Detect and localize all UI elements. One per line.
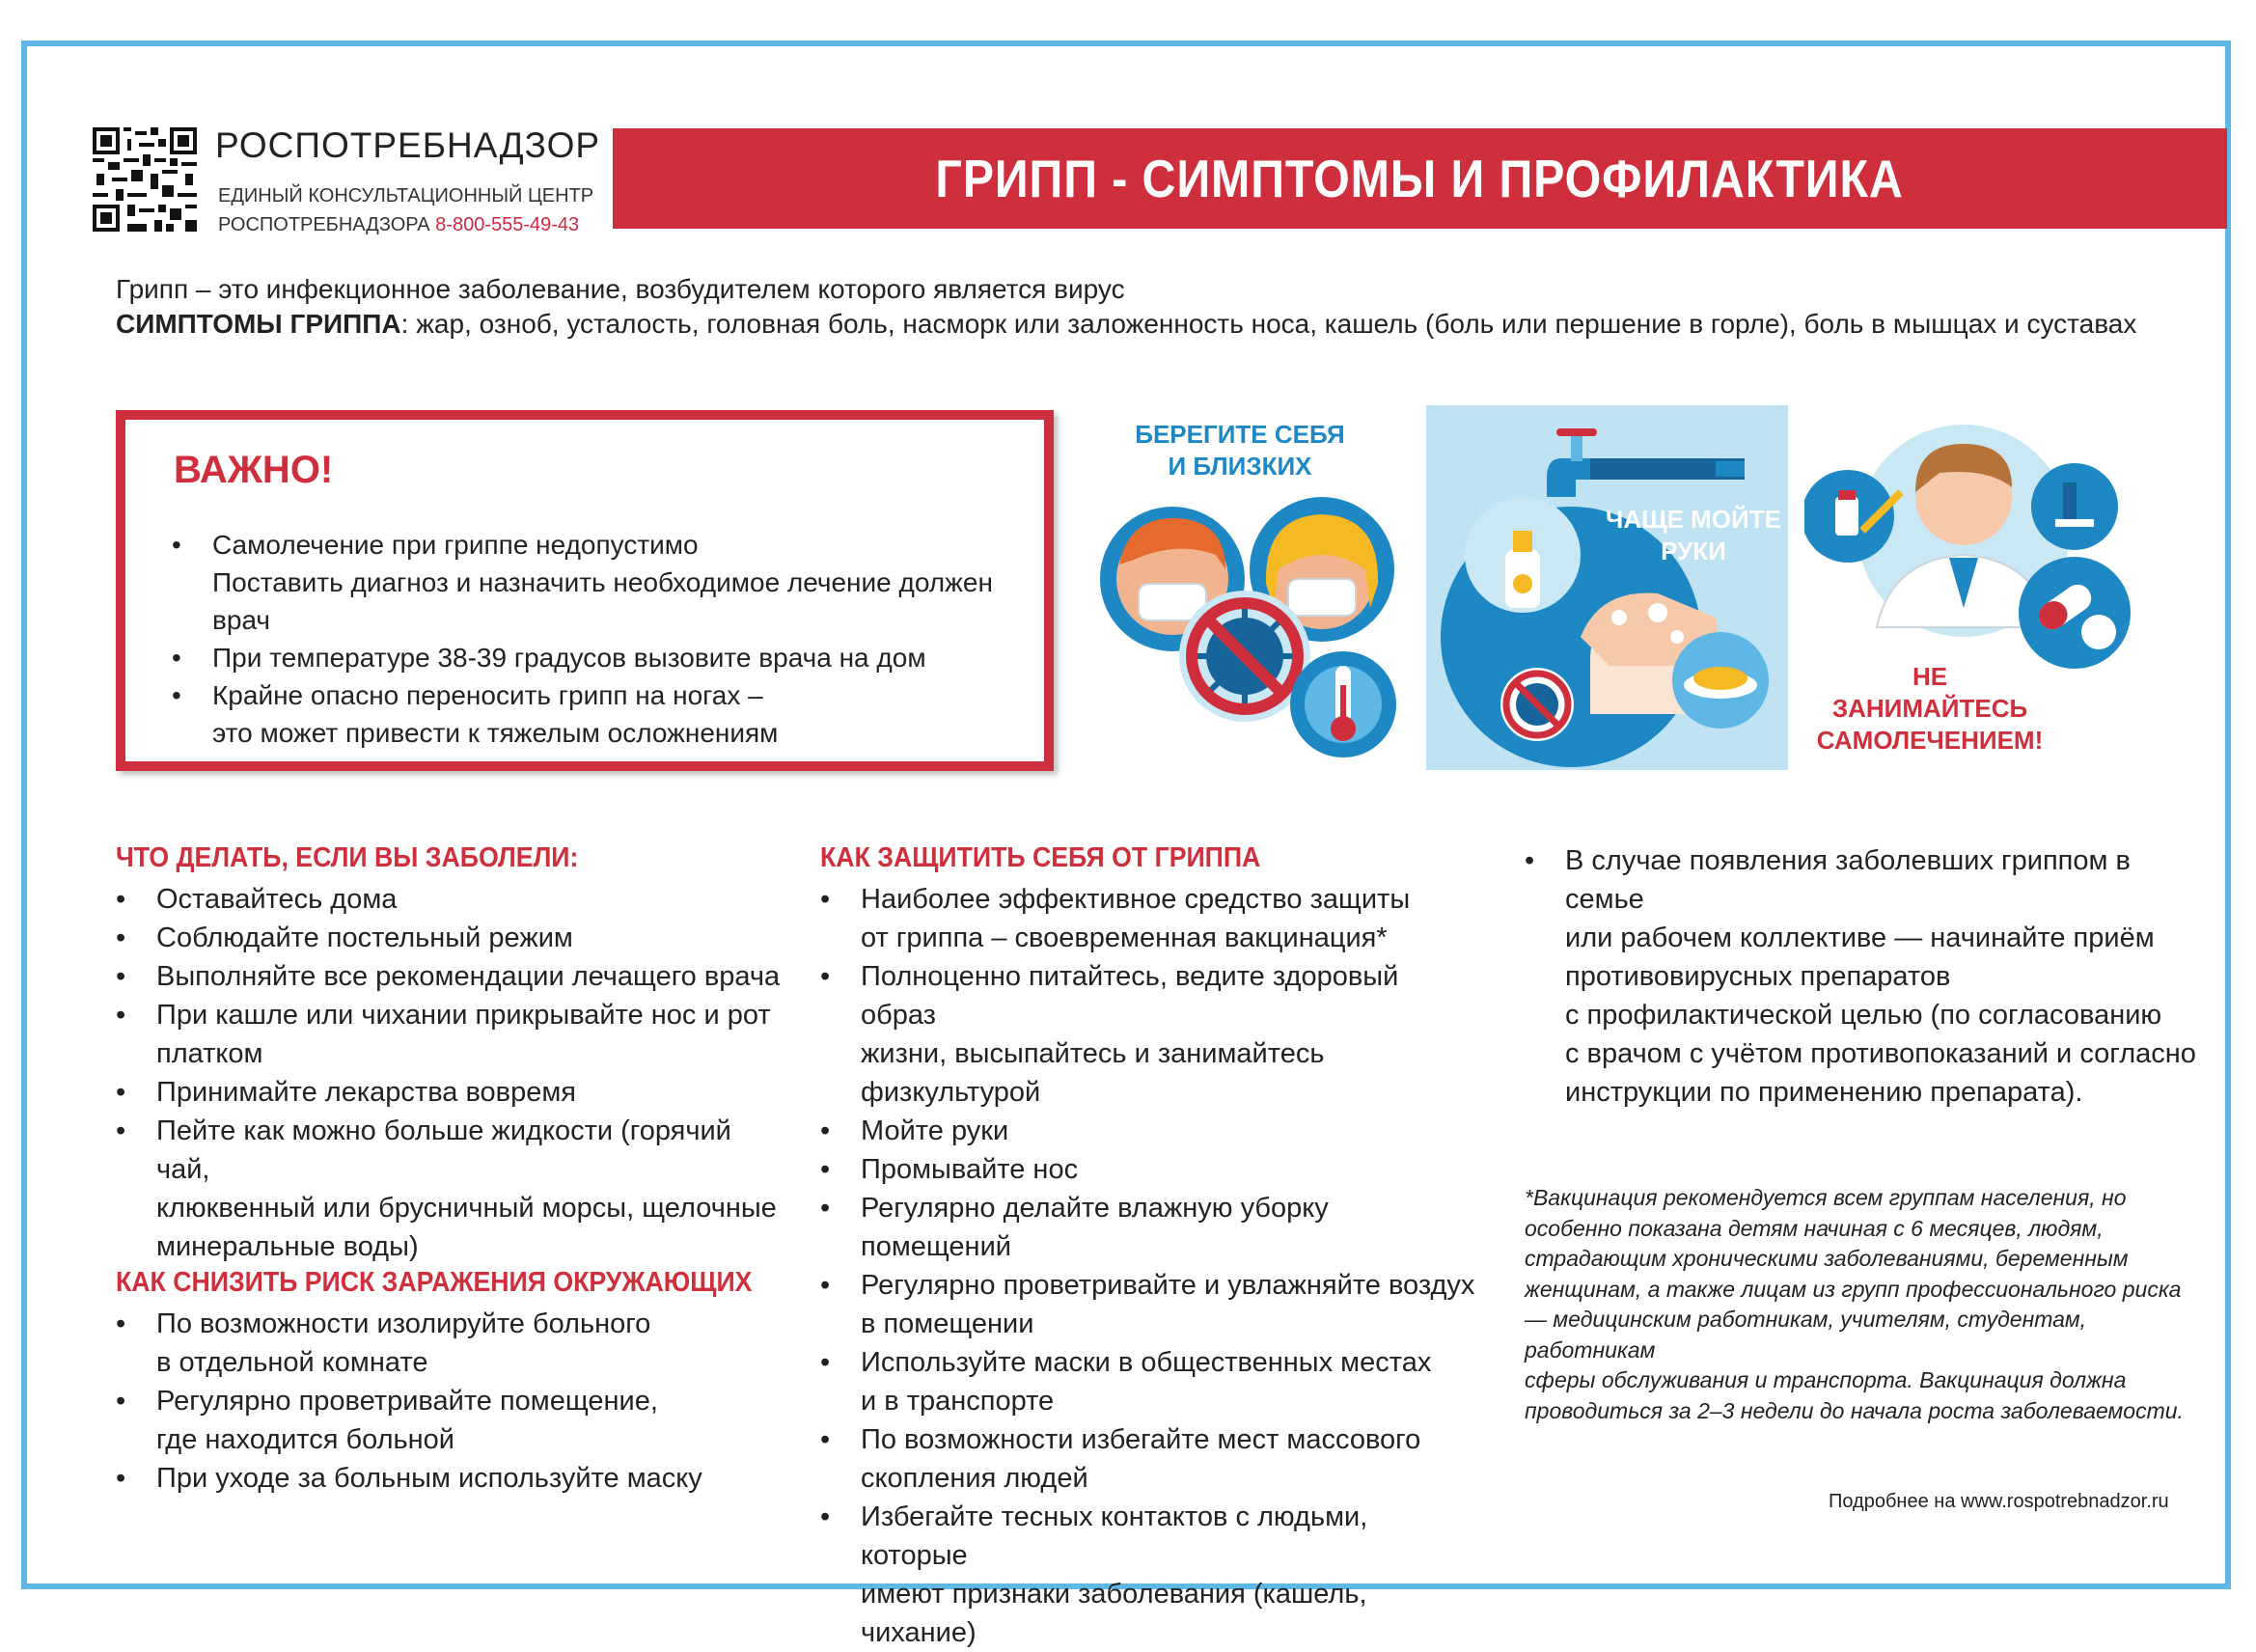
list-item bbox=[820, 880, 1476, 957]
line: • При температуре 38-39 градусов вызовите врача на дом bbox=[212, 643, 926, 673]
family-masks-illustration bbox=[1090, 487, 1404, 767]
list-item bbox=[172, 676, 1044, 752]
list-item bbox=[820, 1150, 1476, 1189]
line: физкультурой bbox=[861, 1077, 1041, 1108]
qr-code bbox=[93, 127, 197, 232]
line: или рабочем коллективе — начинайте приём bbox=[1565, 922, 2155, 953]
line: • Избегайте тесных контактов с людьми, которые bbox=[861, 1501, 1368, 1571]
line: • Полноценно питайтесь, ведите здоровый образ bbox=[861, 961, 1399, 1031]
org-subtitle-line2 bbox=[218, 214, 579, 236]
page-title: ГРИПП - СИМПТОМЫ И ПРОФИЛАКТИКА bbox=[935, 149, 1905, 208]
list-item bbox=[116, 1382, 782, 1459]
list-item bbox=[1525, 841, 2200, 1112]
self-treatment-label bbox=[1814, 661, 2046, 757]
line: • По возможности изолируйте больного bbox=[156, 1308, 651, 1339]
line: • Регулярно делайте влажную уборку помещений bbox=[861, 1193, 1329, 1262]
line: и в транспорте bbox=[861, 1386, 1055, 1417]
line: особенно показана детям начиная с 6 месяцев, людям, bbox=[1525, 1215, 2104, 1241]
line: • Самолечение при гриппе недопустимо bbox=[212, 530, 699, 560]
doctor-illustration bbox=[1804, 415, 2132, 700]
line: • Промывайте нос bbox=[861, 1154, 1079, 1185]
line: • Выполняйте все рекомендации лечащего врача bbox=[156, 961, 781, 992]
list-item bbox=[116, 1305, 782, 1382]
important-heading: ВАЖНО! bbox=[174, 449, 334, 491]
line: • При кашле или чихании прикрывайте нос и рот bbox=[156, 1000, 771, 1031]
wash-label-line1: ЧАЩЕ МОЙТЕ bbox=[1606, 505, 1781, 534]
line: в отдельной комнате bbox=[156, 1347, 428, 1378]
line: это может привести к тяжелым осложнениям bbox=[212, 718, 779, 748]
wash-label-line2: РУКИ bbox=[1661, 537, 1726, 565]
protect-label-line1: БЕРЕГИТЕ СЕБЯ bbox=[1135, 420, 1345, 449]
line: • Используйте маски в общественных местах bbox=[861, 1347, 1432, 1378]
line: страдающим хроническими заболеваниями, беременным bbox=[1525, 1246, 2129, 1271]
list-item bbox=[820, 1189, 1476, 1266]
family-list bbox=[1525, 841, 2200, 1112]
list-item bbox=[116, 1459, 782, 1498]
list-item bbox=[172, 639, 1044, 676]
list-item bbox=[820, 1266, 1476, 1343]
self-treatment-line1: НЕ ЗАНИМАЙТЕСЬ bbox=[1831, 662, 2028, 723]
protect-list bbox=[820, 880, 1476, 1652]
list-item bbox=[820, 1498, 1476, 1652]
line: • Регулярно проветривайте и увлажняйте воздух bbox=[861, 1270, 1475, 1301]
line: • По возможности избегайте мест массового bbox=[861, 1424, 1421, 1455]
list-item bbox=[172, 526, 1044, 639]
list-item bbox=[116, 957, 782, 996]
handwashing-illustration bbox=[1426, 405, 1788, 770]
line: • При уходе за больным используйте маску bbox=[156, 1463, 702, 1494]
sick-list bbox=[116, 880, 782, 1266]
list-item bbox=[116, 919, 782, 957]
line: • Наиболее эффективное средство защиты bbox=[861, 884, 1411, 915]
line: • Крайне опасно переносить грипп на ногах – bbox=[212, 680, 763, 710]
line: • Регулярно проветривайте помещение, bbox=[156, 1386, 658, 1417]
protect-label-line2: И БЛИЗКИХ bbox=[1168, 452, 1312, 481]
line: клюквенный или брусничный морсы, щелочные bbox=[156, 1193, 777, 1224]
self-treatment-line2: САМОЛЕЧЕНИЕМ! bbox=[1816, 726, 2044, 755]
line: — медицинским работникам, учителям, студентам, работникам bbox=[1525, 1307, 2087, 1363]
title-banner bbox=[613, 128, 2227, 229]
org-subtitle-text: РОСПОТРЕБНАДЗОРА bbox=[218, 214, 430, 235]
line: с врачом с учётом противопоказаний и согласно bbox=[1565, 1038, 2196, 1069]
important-box bbox=[116, 410, 1054, 771]
line: противовирусных препаратов bbox=[1565, 961, 1951, 992]
line: скопления людей bbox=[861, 1463, 1088, 1494]
symptoms-label: СИМПТОМЫ ГРИППА bbox=[116, 309, 401, 339]
list-item bbox=[116, 880, 782, 919]
line: инструкции по применению препарата). bbox=[1565, 1077, 2083, 1108]
list-item bbox=[116, 1073, 782, 1112]
list-item bbox=[820, 957, 1476, 1112]
protect-label bbox=[1124, 419, 1356, 482]
line: • В случае появления заболевших гриппом в семье bbox=[1565, 845, 2131, 915]
line: в помещении bbox=[861, 1308, 1034, 1339]
line: с профилактической целью (по согласованию bbox=[1565, 1000, 2162, 1031]
org-name: РОСПОТРЕБНАДЗОР bbox=[215, 125, 601, 165]
line: платком bbox=[156, 1038, 263, 1069]
line: • Оставайтесь дома bbox=[156, 884, 398, 915]
line: имеют признаки заболевания (кашель, чихание) bbox=[861, 1579, 1367, 1648]
line: от гриппа – своевременная вакцинация* bbox=[861, 922, 1388, 953]
list-item bbox=[820, 1112, 1476, 1150]
line: • Соблюдайте постельный режим bbox=[156, 922, 573, 953]
list-item bbox=[820, 1343, 1476, 1420]
line: минеральные воды) bbox=[156, 1231, 419, 1262]
wash-label bbox=[1597, 504, 1790, 567]
line: жизни, высыпайтесь и занимайтесь bbox=[861, 1038, 1325, 1069]
intro-text: Грипп – это инфекционное заболевание, возбудителем которого является вирус bbox=[116, 274, 1125, 304]
line: • Пейте как можно больше жидкости (горячий чай, bbox=[156, 1115, 731, 1185]
more-info-link[interactable]: Подробнее на www.rospotrebnadzor.ru bbox=[1829, 1491, 2169, 1512]
protect-heading: КАК ЗАЩИТИТЬ СЕБЯ ОТ ГРИППА bbox=[820, 842, 1261, 873]
vaccination-footnote bbox=[1525, 1183, 2200, 1426]
line: проводиться за 2–3 недели до начала роста заболеваемости. bbox=[1525, 1397, 2184, 1423]
line: Поставить диагноз и назначить необходимое лечение должен врач bbox=[212, 567, 993, 635]
risk-list bbox=[116, 1305, 782, 1498]
line: где находится больной bbox=[156, 1424, 455, 1455]
line: • Принимайте лекарства вовремя bbox=[156, 1077, 576, 1108]
sick-heading: ЧТО ДЕЛАТЬ, ЕСЛИ ВЫ ЗАБОЛЕЛИ: bbox=[116, 842, 579, 873]
org-subtitle: ЕДИНЫЙ КОНСУЛЬТАЦИОННЫЙ ЦЕНТР bbox=[218, 185, 594, 206]
line: • Мойте руки bbox=[861, 1115, 1009, 1146]
line: сферы обслуживания и транспорта. Вакцинация должна bbox=[1525, 1367, 2127, 1392]
list-item bbox=[116, 1112, 782, 1266]
symptoms-text: : жар, озноб, усталость, головная боль, насморк или заложенность носа, кашель (боль или першение в горле), боль в мышцах и суставах bbox=[400, 309, 2137, 339]
important-list bbox=[172, 526, 1044, 752]
line: *Вакцинация рекомендуется всем группам населения, но bbox=[1525, 1185, 2127, 1210]
list-item bbox=[820, 1420, 1476, 1498]
line: женщинам, а также лицам из групп профессионального риска bbox=[1525, 1276, 2182, 1302]
risk-heading: КАК СНИЗИТЬ РИСК ЗАРАЖЕНИЯ ОКРУЖАЮЩИХ bbox=[116, 1267, 753, 1298]
hotline-phone: 8-800-555-49-43 bbox=[435, 214, 580, 235]
list-item bbox=[116, 996, 782, 1073]
symptoms-line bbox=[116, 309, 2136, 340]
